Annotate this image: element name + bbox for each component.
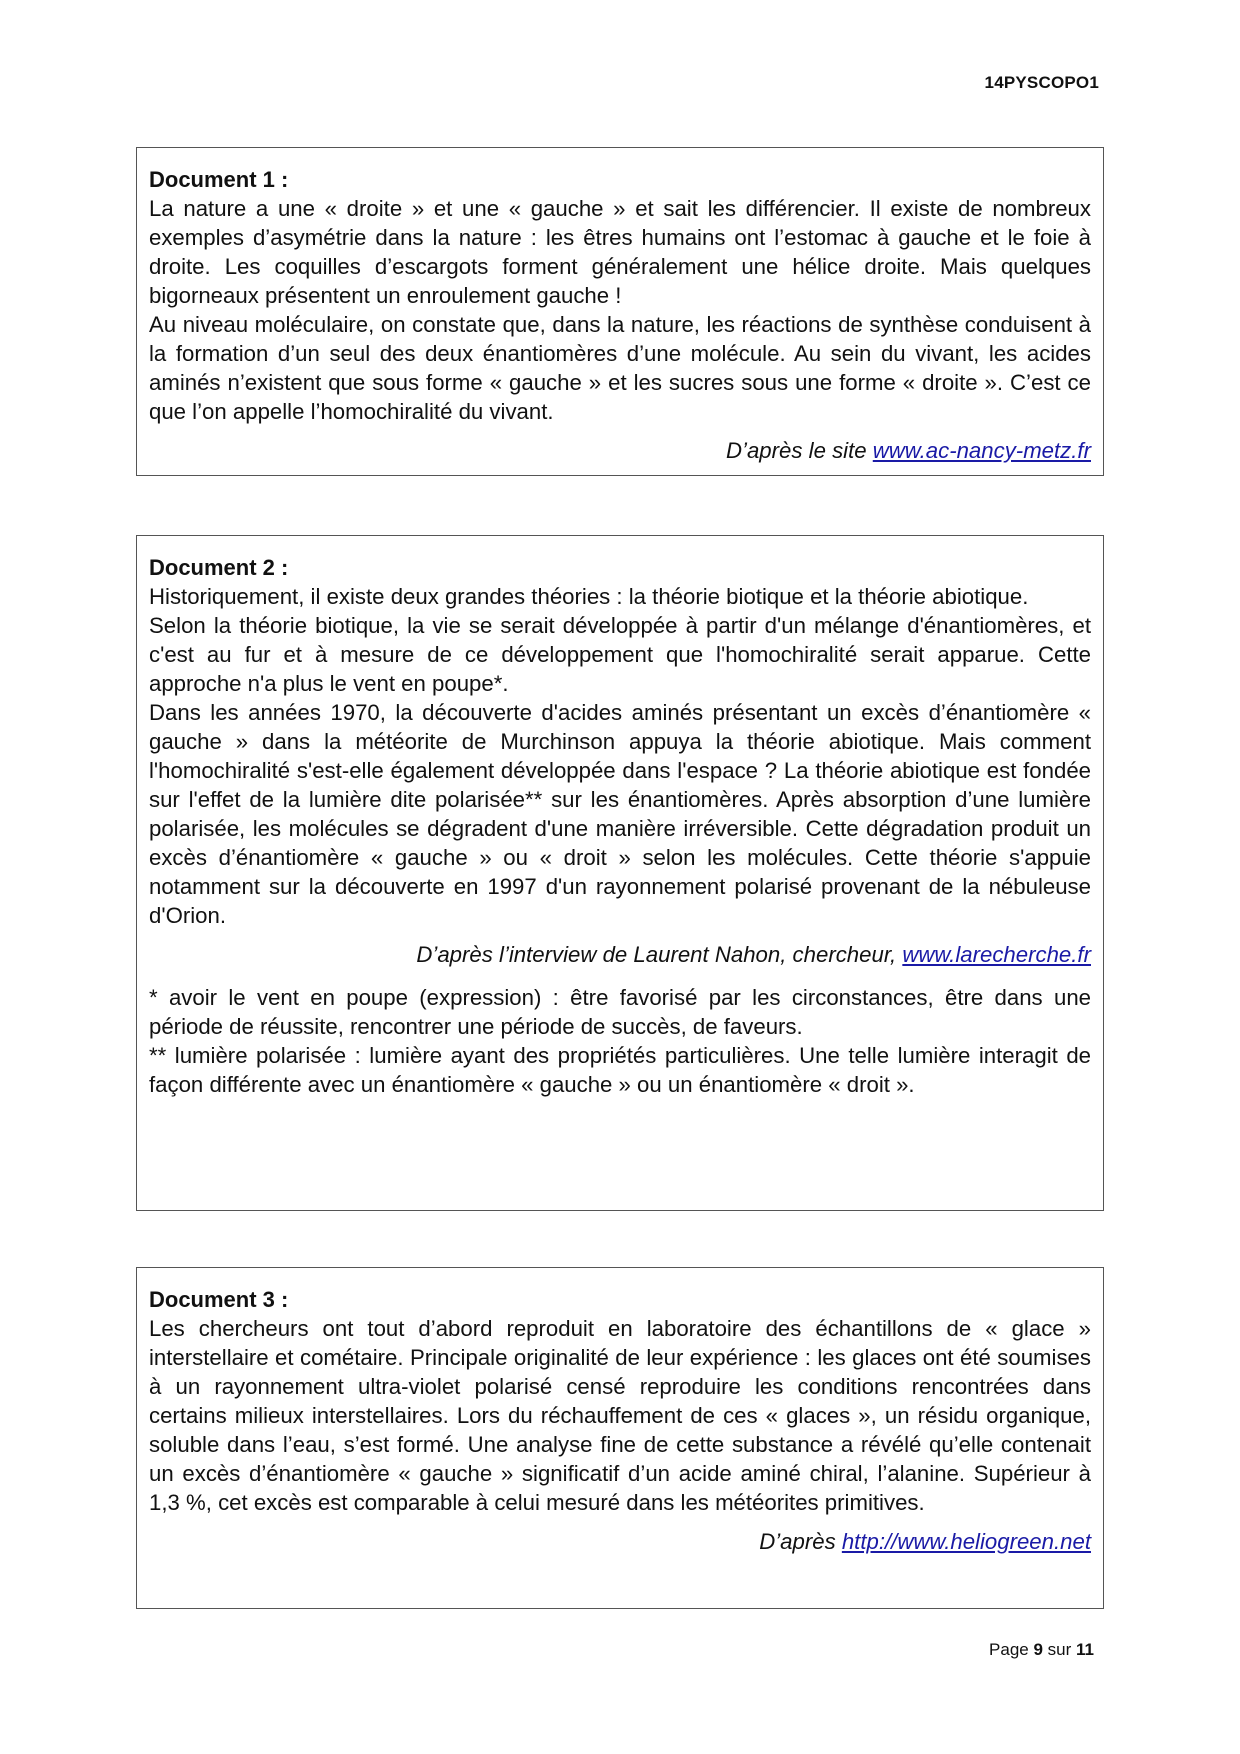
document-1-box [136, 147, 1104, 476]
page-label: Page [989, 1640, 1034, 1659]
document-2-box [136, 535, 1104, 1211]
document-3-paragraph-1: Les chercheurs ont tout d’abord reproduit en laboratoire des échantillons de « glace » interstellaire et cométaire. Principale originalité de leur expérience : les glaces ont été soumises à un rayonnement ultra-violet polarisé censé reproduire les conditions rencontrées dans certains milieux interstellaires. Lors du réchauffement de ces « glaces », un résidu organique, soluble dans l’eau, s’est formé. Une analyse fine de cette substance a révélé qu’elle contenait un excès d’énantiomère « gauche » significatif d’un acide aminé chiral, l’alanine. Supérieur à 1,3 %, cet excès est comparable à celui mesuré dans les météorites primitives. [149, 1316, 1091, 1515]
footnote-2: ** lumière polarisée : lumière ayant des propriétés particulières. Une telle lumière interagit de façon différente avec un énantiomère « gauche » ou un énantiomère « droit ». [149, 1043, 1091, 1097]
document-1-title: Document 1 : [149, 167, 289, 192]
document-3-box [136, 1267, 1104, 1609]
document-1-paragraph-2: Au niveau moléculaire, on constate que, dans la nature, les réactions de synthèse conduisent à la formation d’un seul des deux énantiomères d’une molécule. Au sein du vivant, les acides aminés n’existent que sous forme « gauche » et les sucres sous une forme « droite ». C’est ce que l’on appelle l’homochiralité du vivant. [149, 312, 1091, 424]
document-2-source-prefix: D’après l’interview de Laurent Nahon, chercheur, [416, 942, 903, 967]
document-2-title: Document 2 : [149, 555, 289, 580]
document-1-source-prefix: D’après le site [726, 438, 873, 463]
footnote-1: * avoir le vent en poupe (expression) : être favorisé par les circonstances, être dans une période de réussite, rencontrer une période de succès, de faveurs. [149, 985, 1091, 1039]
document-3-source-link[interactable]: http://www.heliogreen.net [841, 1529, 1091, 1554]
page-total: 11 [1076, 1640, 1094, 1659]
document-1-paragraph-1: La nature a une « droite » et une « gauche » et sait les différencier. Il existe de nombreux exemples d’asymétrie dans la nature : les êtres humains ont l’estomac à gauche et le foie à droite. Les coquilles d’escargots forment généralement une hélice droite. Mais quelques bigorneaux présentent un enroulement gauche ! [149, 196, 1091, 308]
document-2-footnotes [149, 983, 1091, 1099]
page-of: sur [1042, 1640, 1077, 1659]
document-3-source [149, 1527, 1091, 1556]
document-2-source-link[interactable]: www.larecherche.fr [902, 942, 1091, 967]
document-2-paragraph-3: Dans les années 1970, la découverte d'acides aminés présentant un excès d’énantiomère « gauche » dans la météorite de Murchinson appuya la théorie abiotique. Mais comment l'homochiralité s'est-elle également développée dans l'espace ? La théorie abiotique est fondée sur l'effet de la lumière dite polarisée** sur les énantiomères. Après absorption d’une lumière polarisée, les molécules se dégradent d'une manière irréversible. Cette dégradation produit un excès d’énantiomère « gauche » ou « droit » selon les molécules. Cette théorie s'appuie notamment sur la découverte en 1997 d'un rayonnement polarisé provenant de la nébuleuse d'Orion. [149, 700, 1091, 928]
page-number [989, 1640, 1094, 1660]
document-2-paragraph-1: Historiquement, il existe deux grandes théories : la théorie biotique et la théorie abiotique. [149, 584, 1029, 609]
document-1-source-link[interactable]: www.ac-nancy-metz.fr [872, 438, 1091, 463]
page-current: 9 [1033, 1640, 1043, 1659]
document-3-source-prefix: D’après [759, 1529, 842, 1554]
document-2-source [149, 940, 1091, 969]
document-2-paragraph-2: Selon la théorie biotique, la vie se serait développée à partir d'un mélange d'énantiomères, et c'est au fur et à mesure de ce développement que l'homochiralité serait apparue. Cette approche n'a plus le vent en poupe*. [149, 613, 1091, 696]
document-code: 14PYSCOPO1 [984, 73, 1099, 92]
document-1-source [149, 436, 1091, 465]
document-3-title: Document 3 : [149, 1287, 289, 1312]
